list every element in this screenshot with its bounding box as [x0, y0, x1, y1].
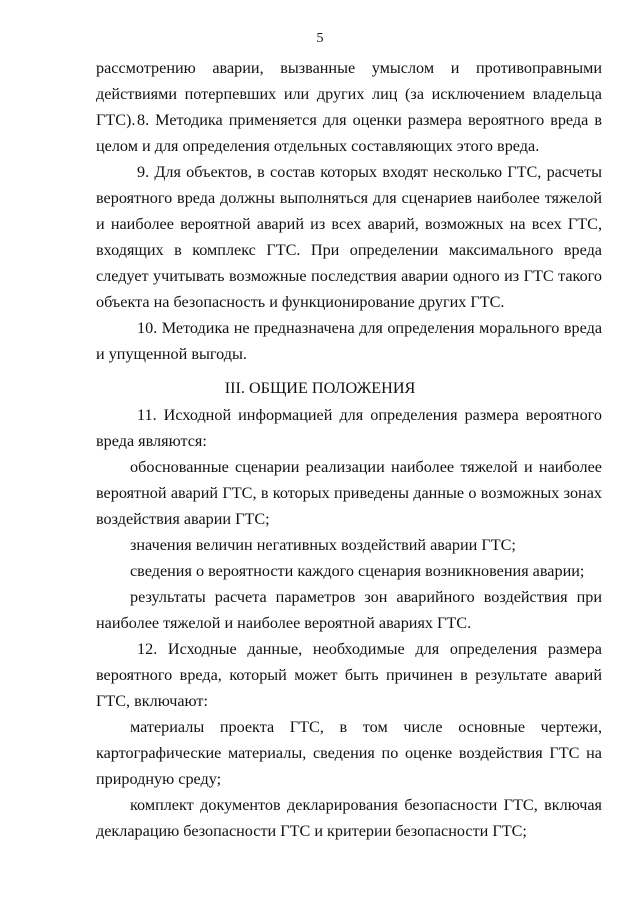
- section-heading: III. ОБЩИЕ ПОЛОЖЕНИЯ: [224, 379, 416, 397]
- paragraph-11: 11. Исходной информацией для определения размера вероятного вреда являются:: [96, 406, 602, 450]
- paragraph-continuation: рассмотрению аварии, вызванные умыслом и противоправными действиями потерпевших или других лиц (за исключением владельца ГТС).: [96, 59, 602, 129]
- list-item: материалы проекта ГТС, в том числе основные чертежи, картографические материалы, сведения по оценке воздействия ГТС на природную среду;: [96, 718, 602, 788]
- paragraph-8: 8. Методика применяется для оценки размера вероятного вреда в целом и для определения отдельных составляющих этого вреда.: [96, 111, 602, 155]
- list-item: результаты расчета параметров зон аварийного воздействия при наиболее тяжелой и наиболее вероятной авариях ГТС.: [96, 588, 602, 632]
- paragraph-9: 9. Для объектов, в состав которых входят несколько ГТС, расчеты вероятного вреда должны выполняться для сценариев наиболее тяжелой и наиболее вероятной аварий из всех аварий, возможных на всех ГТС, входящих в комплекс ГТС. При определении максимального вреда следует учитывать возможные последствия аварии одного из ГТС такого объекта на безопасность и функционирование других ГТС.: [96, 163, 602, 311]
- page-number: 5: [316, 31, 324, 46]
- paragraph-10: 10. Методика не предназначена для определения морального вреда и упущенной выгоды.: [96, 319, 602, 363]
- list-item: комплект документов декларирования безопасности ГТС, включая декларацию безопасности ГТС и критерии безопасности ГТС;: [96, 796, 602, 840]
- list-item: сведения о вероятности каждого сценария возникновения аварии;: [130, 562, 585, 580]
- list-item: значения величин негативных воздействий аварии ГТС;: [130, 536, 516, 554]
- paragraph-12: 12. Исходные данные, необходимые для определения размера вероятного вреда, который может быть причинен в результате аварий ГТС, включают:: [96, 640, 602, 710]
- list-item: обоснованные сценарии реализации наиболее тяжелой и наиболее вероятной аварий ГТС, в которых приведены данные о возможных зонах воздействия аварии ГТС;: [96, 458, 602, 528]
